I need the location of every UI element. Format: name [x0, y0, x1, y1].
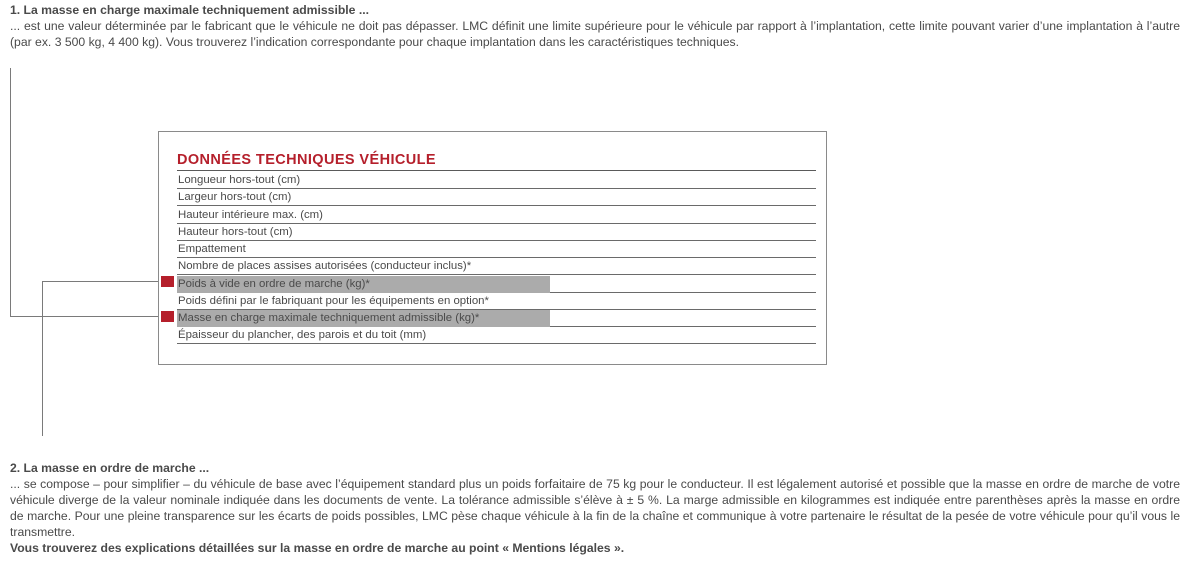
panel-title: DONNÉES TECHNIQUES VÉHICULE [177, 152, 436, 168]
section-2-note: Vous trouverez des explications détaillées sur la masse en ordre de marche au point « Mentions légales ». [10, 541, 625, 555]
section-2-title: 2. La masse en ordre de marche ... [10, 461, 210, 475]
technical-data-panel [158, 131, 827, 365]
table-row [177, 276, 816, 293]
row-label: Masse en charge maximale techniquement admissible (kg)* [178, 312, 480, 324]
section-1 [10, 2, 1180, 50]
row-label: Hauteur intérieure max. (cm) [178, 208, 323, 221]
marker-curb-weight [161, 276, 174, 287]
table-row [177, 224, 816, 241]
table-row [177, 258, 816, 275]
row-label: Épaisseur du plancher, des parois et du toit (mm) [178, 329, 427, 342]
row-label: Poids à vide en ordre de marche (kg)* [178, 277, 370, 290]
row-label: Empattement [178, 243, 246, 255]
section-2 [10, 460, 1180, 556]
section-1-body: ... est une valeur déterminée par le fabricant que le véhicule ne doit pas dépasser. LMC définit une limite supérieure pour le véhicule par rapport à l’implantation, cette limite pouvant varier d’une implantation à l’autre (par ex. 3 500 kg, 4 400 kg). Vous trouverez l’indication correspondante pour chaque implantation dans les caractéristiques techniques. [10, 19, 1180, 49]
section-2-body: ... se compose – pour simplifier – du véhicule de base avec l’équipement standard plus un poids forfaitaire de 75 kg pour le conducteur. Il est légalement autorisé et possible que la masse en ordre de marche de votre véhicule diverge de la valeur nominale indiquée dans les documents de vente. La tolérance admissible s’élève à ± 5 %. La marge admissible en kilogrammes est indiquée entre parenthèses après la masse en ordre de marche. Pour une pleine transparence sur les écarts de poids possibles, LMC pèse chaque véhicule à la fin de la chaîne et communique à votre partenaire le résultat de la pesée de votre véhicule pour qu’il vous le transmettre. [10, 477, 1180, 539]
row-label: Hauteur hors-tout (cm) [178, 225, 293, 238]
marker-max-mass [161, 311, 174, 322]
row-label: Largeur hors-tout (cm) [178, 191, 292, 204]
row-label: Longueur hors-tout (cm) [178, 174, 301, 186]
table-row [177, 172, 816, 189]
row-label: Nombre de places assises autorisées (conducteur inclus)* [178, 260, 472, 273]
connector-line-2-vertical [42, 281, 43, 436]
connector-line-2-horizontal [42, 281, 161, 282]
section-1-title: 1. La masse en charge maximale techniquement admissible ... [10, 3, 370, 17]
connector-line-1-vertical [10, 68, 11, 317]
table-row [177, 293, 816, 310]
table-row [177, 241, 816, 258]
table-row [177, 327, 816, 344]
table-row [177, 189, 816, 206]
row-label: Poids défini par le fabriquant pour les équipements en option* [178, 294, 489, 307]
panel-title-rule [177, 170, 816, 171]
table-row [177, 310, 816, 327]
table-row [177, 207, 816, 224]
connector-line-1-horizontal [10, 316, 161, 317]
